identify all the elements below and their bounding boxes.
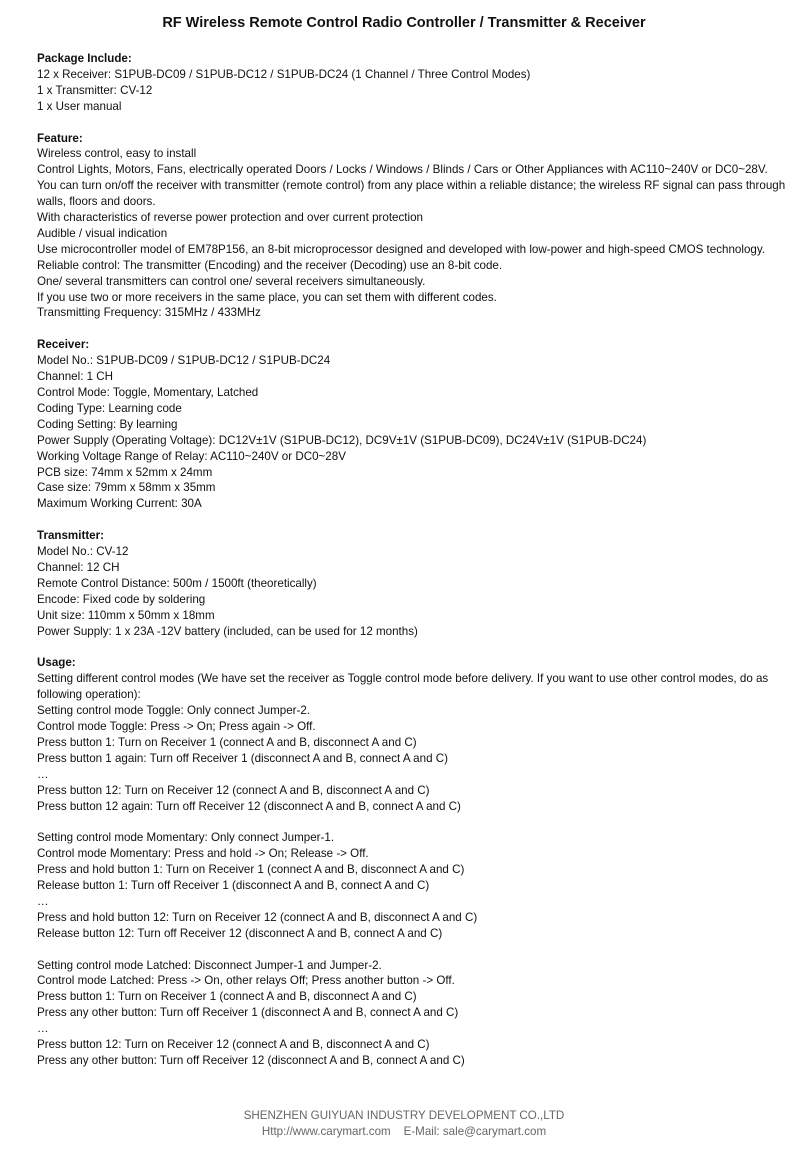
section-line: Case size: 79mm x 58mm x 35mm xyxy=(37,481,216,495)
sections-container xyxy=(37,51,787,639)
section-line: Working Voltage Range of Relay: AC110~240V or DC0~28V xyxy=(37,449,346,463)
usage-line: … xyxy=(37,767,49,781)
section-line: Coding Setting: By learning xyxy=(37,417,178,431)
usage-blocks xyxy=(37,671,787,1069)
usage-block xyxy=(37,830,787,941)
usage-line: Press button 1 again: Turn off Receiver 1 (disconnect A and B, connect A and C) xyxy=(37,751,448,765)
section-line: Encode: Fixed code by soldering xyxy=(37,592,206,606)
usage-line: Setting control mode Latched: Disconnect Jumper-1 and Jumper-2. xyxy=(37,958,382,972)
section xyxy=(37,131,787,322)
section-line: Power Supply: 1 x 23A -12V battery (included, can be used for 12 months) xyxy=(37,624,418,638)
footer-contact: Http://www.carymart.com E-Mail: sale@carymart.com xyxy=(261,1124,547,1138)
section-heading: Transmitter: xyxy=(37,529,105,543)
section-line: Maximum Working Current: 30A xyxy=(37,497,202,511)
usage-block xyxy=(37,671,787,814)
section-line: 1 x Transmitter: CV-12 xyxy=(37,83,153,97)
usage-line: Control mode Latched: Press -> On, other relays Off; Press another button -> Off. xyxy=(37,974,455,988)
section-line: Control Lights, Motors, Fans, electrically operated Doors / Locks / Windows / Blinds / Cars or Other Appliances with AC110~240V or DC0~28V. xyxy=(37,163,768,177)
usage-line: Press and hold button 12: Turn on Receiver 12 (connect A and B, disconnect A and C) xyxy=(37,910,478,924)
usage-line: Release button 1: Turn off Receiver 1 (disconnect A and B, connect A and C) xyxy=(37,879,430,893)
usage-block xyxy=(37,958,787,1069)
section-line: Control Mode: Toggle, Momentary, Latched xyxy=(37,386,259,399)
usage-line: Press any other button: Turn off Receiver 1 (disconnect A and B, connect A and C) xyxy=(37,1006,459,1020)
document-body xyxy=(37,51,787,1085)
usage-section xyxy=(37,655,787,1069)
usage-line: Control mode Momentary: Press and hold -> On; Release -> Off. xyxy=(37,847,369,861)
section-line: Channel: 1 CH xyxy=(37,370,114,384)
document-title: RF Wireless Remote Control Radio Controller / Transmitter & Receiver xyxy=(162,15,646,31)
section-line: Channel: 12 CH xyxy=(37,560,120,574)
usage-line: Setting control mode Toggle: Only connect Jumper-2. xyxy=(37,704,311,718)
section xyxy=(37,337,787,512)
usage-line: Release button 12: Turn off Receiver 12 (disconnect A and B, connect A and C) xyxy=(37,926,443,940)
usage-line: Press button 1: Turn on Receiver 1 (connect A and B, disconnect A and C) xyxy=(37,735,417,749)
section xyxy=(37,528,787,639)
usage-line: Press button 12: Turn on Receiver 12 (connect A and B, disconnect A and C) xyxy=(37,783,430,797)
section-line: 12 x Receiver: S1PUB-DC09 / S1PUB-DC12 / S1PUB-DC24 (1 Channel / Three Control Modes) xyxy=(37,67,531,81)
footer xyxy=(0,1108,808,1139)
usage-line: Press button 12 again: Turn off Receiver 12 (disconnect A and B, connect A and C) xyxy=(37,799,461,813)
section-line: Remote Control Distance: 500m / 1500ft (theoretically) xyxy=(37,576,317,590)
usage-line: Setting different control modes (We have set the receiver as Toggle control mode before delivery. If you want to use other control modes, do as following operation): xyxy=(37,672,772,702)
section-line: Unit size: 110mm x 50mm x 18mm xyxy=(37,608,215,622)
usage-heading: Usage: xyxy=(37,656,76,670)
section-line: If you use two or more receivers in the same place, you can set them with different codes. xyxy=(37,290,497,304)
section-heading: Receiver: xyxy=(37,338,90,352)
section-line: Model No.: CV-12 xyxy=(37,545,129,559)
usage-line: Control mode Toggle: Press -> On; Press again -> Off. xyxy=(37,720,316,733)
section-line: With characteristics of reverse power protection and over current protection xyxy=(37,211,423,225)
section xyxy=(37,51,787,115)
usage-line: Press any other button: Turn off Receiver 12 (disconnect A and B, connect A and C) xyxy=(37,1054,465,1067)
section-line: Audible / visual indication xyxy=(37,226,168,240)
usage-line: Press button 1: Turn on Receiver 1 (connect A and B, disconnect A and C) xyxy=(37,990,417,1004)
section-line: One/ several transmitters can control one/ several receivers simultaneously. xyxy=(37,274,426,288)
section-heading: Package Include: xyxy=(37,52,132,65)
section-line: Power Supply (Operating Voltage): DC12V±1V (S1PUB-DC12), DC9V±1V (S1PUB-DC09), DC24V±1V (S1PUB-DC24) xyxy=(37,433,647,447)
section-line: Model No.: S1PUB-DC09 / S1PUB-DC12 / S1PUB-DC24 xyxy=(37,354,331,368)
usage-line: Press and hold button 1: Turn on Receiver 1 (connect A and B, disconnect A and C) xyxy=(37,863,465,877)
footer-company: SHENZHEN GUIYUAN INDUSTRY DEVELOPMENT CO.,LTD xyxy=(243,1109,565,1122)
section-line: Wireless control, easy to install xyxy=(37,147,197,161)
usage-line: … xyxy=(37,1022,49,1036)
usage-line: … xyxy=(37,894,49,908)
section-line: PCB size: 74mm x 52mm x 24mm xyxy=(37,465,213,479)
section-line: Coding Type: Learning code xyxy=(37,401,182,415)
usage-line: Press button 12: Turn on Receiver 12 (connect A and B, disconnect A and C) xyxy=(37,1038,430,1052)
section-line: You can turn on/off the receiver with transmitter (remote control) from any place within a reliable distance; the wireless RF signal can pass through walls, floors and doors. xyxy=(37,179,789,209)
section-heading: Feature: xyxy=(37,131,83,145)
section-line: Transmitting Frequency: 315MHz / 433MHz xyxy=(37,306,261,320)
section-line: 1 x User manual xyxy=(37,99,122,113)
section-line: Reliable control: The transmitter (Encoding) and the receiver (Decoding) use an 8-bit code. xyxy=(37,258,503,272)
usage-line: Setting control mode Momentary: Only connect Jumper-1. xyxy=(37,831,335,845)
section-line: Use microcontroller model of EM78P156, an 8-bit microprocessor designed and developed with low-power and high-speed CMOS technology. xyxy=(37,242,765,256)
